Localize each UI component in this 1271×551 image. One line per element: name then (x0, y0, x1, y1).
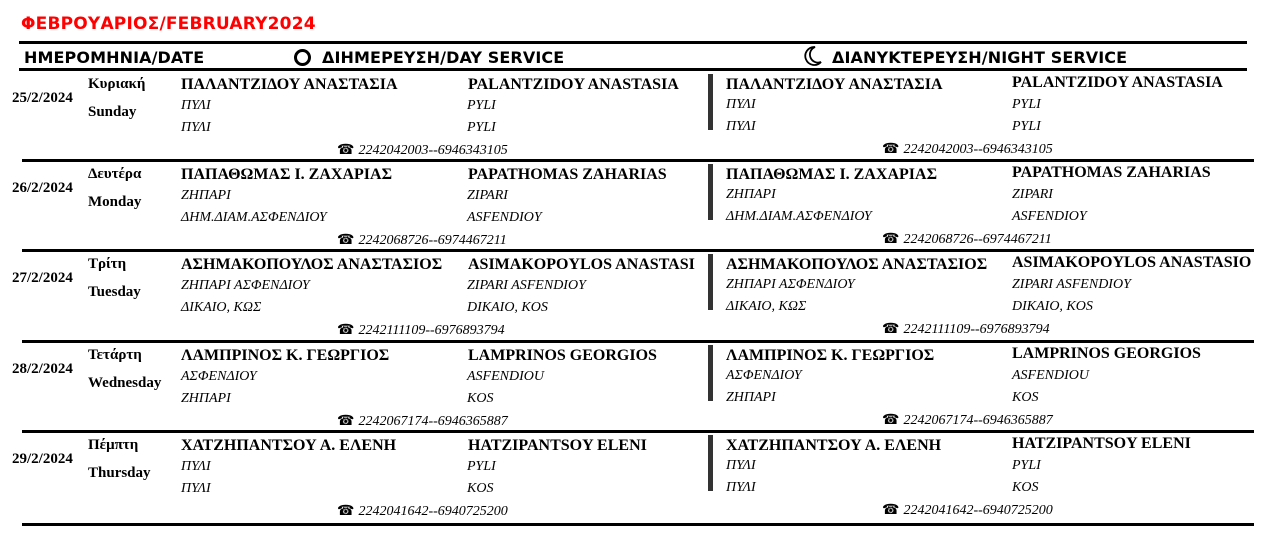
day-phone (337, 231, 507, 249)
day-location-1-en: PYLI (467, 459, 496, 474)
day-pharmacist-name-en: HATZIPANTSOY ELENI (468, 437, 647, 454)
night-pharmacist-name-en: PALANTZIDOY ANASTASIA (1012, 74, 1223, 91)
column-divider (708, 164, 713, 220)
row-weekday-gr: Τετάρτη (88, 347, 142, 363)
schedule-row (0, 71, 1271, 161)
phone-icon: ☎ (337, 233, 355, 248)
phone-number: 2242041642--6940725200 (358, 504, 508, 519)
night-location-2-gr: ΖΗΠΑΡΙ (726, 390, 776, 405)
day-pharmacist-name-en: ASIMAKOPOYLOS ANASTASI (468, 256, 695, 273)
phone-icon: ☎ (337, 143, 355, 158)
night-location-2-gr: ΔΙΚΑΙΟ, ΚΩΣ (726, 299, 807, 314)
night-pharmacist-name-en: ASIMAKOPOYLOS ANASTASIO (1012, 254, 1252, 271)
day-pharmacist-name-gr: ΛΑΜΠΡΙΝΟΣ Κ. ΓΕΩΡΓΙΟΣ (181, 347, 390, 364)
row-date: 28/2/2024 (12, 361, 73, 377)
day-pharmacist-name-gr: ΠΑΠΑΘΩΜΑΣ Ι. ΖΑΧΑΡΙΑΣ (181, 166, 393, 183)
day-phone (337, 412, 508, 430)
schedule-row (0, 342, 1271, 432)
night-phone (882, 501, 1053, 519)
column-divider (708, 345, 713, 401)
phone-number: 2242067174--6946365887 (903, 413, 1053, 428)
row-weekday-gr: Πέμπτη (88, 437, 139, 453)
night-phone (882, 230, 1052, 248)
column-divider (708, 74, 713, 130)
day-location-1-en: ASFENDIOU (467, 369, 544, 384)
row-date: 27/2/2024 (12, 270, 73, 286)
day-location-2-en: PYLI (467, 120, 496, 135)
night-location-1-en: ASFENDIOU (1012, 368, 1089, 383)
night-pharmacist-name-gr: ΠΑΛΑΝΤΖΙΔΟΥ ΑΝΑΣΤΑΣΙΑ (726, 76, 943, 93)
night-location-1-en: ZIPARI (1012, 187, 1053, 202)
day-pharmacist-name-gr: ΠΑΛΑΝΤΖΙΔΟΥ ΑΝΑΣΤΑΣΙΑ (181, 76, 398, 93)
phone-number: 2242111109--6976893794 (903, 322, 1050, 337)
day-location-1-en: ZIPARI ASFENDIOY (467, 278, 586, 293)
moon-icon (804, 46, 822, 66)
day-location-2-gr: ΠΥΛΙ (181, 120, 211, 135)
row-date: 26/2/2024 (12, 180, 73, 196)
day-pharmacist-name-gr: ΑΣΗΜΑΚΟΠΟΥΛΟΣ ΑΝΑΣΤΑΣΙΟΣ (181, 256, 443, 273)
night-location-1-gr: ΖΗΠΑΡΙ (726, 187, 776, 202)
day-pharmacist-name-en: LAMPRINOS GEORGIOS (468, 347, 657, 364)
night-phone (882, 140, 1053, 158)
night-location-1-en: ZIPARI ASFENDIOY (1012, 277, 1131, 292)
day-pharmacist-name-gr: ΧΑΤΖΗΠΑΝΤΣΟΥ Α. ΕΛΕΝΗ (181, 437, 397, 454)
phone-icon: ☎ (337, 504, 355, 519)
night-location-2-gr: ΠΥΛΙ (726, 119, 756, 134)
day-location-2-gr: ΔΗΜ.ΔΙΑΜ.ΑΣΦΕΝΔΙΟΥ (181, 210, 327, 225)
night-location-1-gr: ΠΥΛΙ (726, 458, 756, 473)
row-weekday-en: Wednesday (88, 375, 162, 391)
night-location-1-gr: ΑΣΦΕΝΔΙΟΥ (726, 368, 802, 383)
night-location-2-en: PYLI (1012, 119, 1041, 134)
row-weekday-en: Monday (88, 194, 142, 210)
row-separator (22, 523, 1254, 526)
month-title: ΦΕΒΡΟΥΑΡΙΟΣ/FEBRUARY2024 (21, 14, 316, 34)
night-location-2-gr: ΔΗΜ.ΔΙΑΜ.ΑΣΦΕΝΔΙΟΥ (726, 209, 872, 224)
phone-number: 2242042003--6946343105 (903, 142, 1053, 157)
night-pharmacist-name-gr: ΧΑΤΖΗΠΑΝΤΣΟΥ Α. ΕΛΕΝΗ (726, 437, 942, 454)
night-pharmacist-name-en: HATZIPANTSOY ELENI (1012, 435, 1191, 452)
day-phone (337, 502, 508, 520)
row-weekday-en: Tuesday (88, 284, 141, 300)
night-location-1-gr: ΖΗΠΑΡΙ ΑΣΦΕΝΔΙΟΥ (726, 277, 855, 292)
night-pharmacist-name-gr: ΛΑΜΠΡΙΝΟΣ Κ. ΓΕΩΡΓΙΟΣ (726, 347, 935, 364)
phone-icon: ☎ (882, 503, 900, 518)
phone-icon: ☎ (337, 414, 355, 429)
schedule-row (0, 161, 1271, 251)
header-night-service: ΔΙΑΝΥΚΤΕΡΕΥΣΗ/NIGHT SERVICE (832, 48, 1128, 67)
phone-number: 2242068726--6974467211 (358, 233, 507, 248)
night-location-1-en: PYLI (1012, 97, 1041, 112)
column-divider (708, 254, 713, 310)
day-location-2-en: DIKAIO, KOS (467, 300, 548, 315)
sun-icon (294, 49, 311, 66)
phone-icon: ☎ (882, 413, 900, 428)
day-location-2-gr: ΔΙΚΑΙΟ, ΚΩΣ (181, 300, 262, 315)
header-day-service: ΔΙΗΜΕΡΕΥΣΗ/DAY SERVICE (322, 48, 565, 67)
day-phone (337, 321, 505, 339)
schedule-row (0, 251, 1271, 341)
night-location-2-en: DIKAIO, KOS (1012, 299, 1093, 314)
row-weekday-gr: Κυριακή (88, 76, 146, 92)
night-location-2-en: KOS (1012, 390, 1039, 405)
day-location-2-en: KOS (467, 481, 494, 496)
phone-icon: ☎ (337, 323, 355, 338)
day-location-1-gr: ΖΗΠΑΡΙ (181, 188, 231, 203)
day-location-1-en: PYLI (467, 98, 496, 113)
phone-number: 2242111109--6976893794 (358, 323, 505, 338)
row-date: 25/2/2024 (12, 90, 73, 106)
schedule-row (0, 432, 1271, 522)
header-date: ΗΜΕΡΟΜΗΝΙΑ/DATE (24, 48, 205, 67)
phone-number: 2242041642--6940725200 (903, 503, 1053, 518)
day-location-2-gr: ΠΥΛΙ (181, 481, 211, 496)
row-weekday-gr: Δευτέρα (88, 166, 142, 182)
day-location-1-en: ZIPARI (467, 188, 508, 203)
phone-number: 2242068726--6974467211 (903, 232, 1052, 247)
phone-icon: ☎ (882, 232, 900, 247)
day-phone (337, 141, 508, 159)
day-location-1-gr: ΠΥΛΙ (181, 98, 211, 113)
day-location-1-gr: ΠΥΛΙ (181, 459, 211, 474)
day-pharmacist-name-en: PALANTZIDOY ANASTASIA (468, 76, 679, 93)
column-divider (708, 435, 713, 491)
row-date: 29/2/2024 (12, 451, 73, 467)
row-weekday-en: Sunday (88, 104, 137, 120)
day-location-1-gr: ΑΣΦΕΝΔΙΟΥ (181, 369, 257, 384)
header-top-rule (19, 41, 1247, 44)
night-pharmacist-name-en: LAMPRINOS GEORGIOS (1012, 345, 1201, 362)
night-location-2-en: ASFENDIOY (1012, 209, 1087, 224)
day-location-2-gr: ΖΗΠΑΡΙ (181, 391, 231, 406)
night-location-1-en: PYLI (1012, 458, 1041, 473)
night-phone (882, 411, 1053, 429)
day-location-1-gr: ΖΗΠΑΡΙ ΑΣΦΕΝΔΙΟΥ (181, 278, 310, 293)
row-weekday-en: Thursday (88, 465, 151, 481)
day-location-2-en: KOS (467, 391, 494, 406)
phone-number: 2242042003--6946343105 (358, 143, 508, 158)
night-location-2-gr: ΠΥΛΙ (726, 480, 756, 495)
night-pharmacist-name-gr: ΠΑΠΑΘΩΜΑΣ Ι. ΖΑΧΑΡΙΑΣ (726, 166, 938, 183)
night-phone (882, 320, 1050, 338)
row-weekday-gr: Τρίτη (88, 256, 127, 272)
phone-icon: ☎ (882, 322, 900, 337)
day-pharmacist-name-en: PAPATHOMAS ZAHARIAS (468, 166, 667, 183)
night-pharmacist-name-en: PAPATHOMAS ZAHARIAS (1012, 164, 1211, 181)
phone-icon: ☎ (882, 142, 900, 157)
phone-number: 2242067174--6946365887 (358, 414, 508, 429)
day-location-2-en: ASFENDIOY (467, 210, 542, 225)
night-location-2-en: KOS (1012, 480, 1039, 495)
night-pharmacist-name-gr: ΑΣΗΜΑΚΟΠΟΥΛΟΣ ΑΝΑΣΤΑΣΙΟΣ (726, 256, 988, 273)
night-location-1-gr: ΠΥΛΙ (726, 97, 756, 112)
